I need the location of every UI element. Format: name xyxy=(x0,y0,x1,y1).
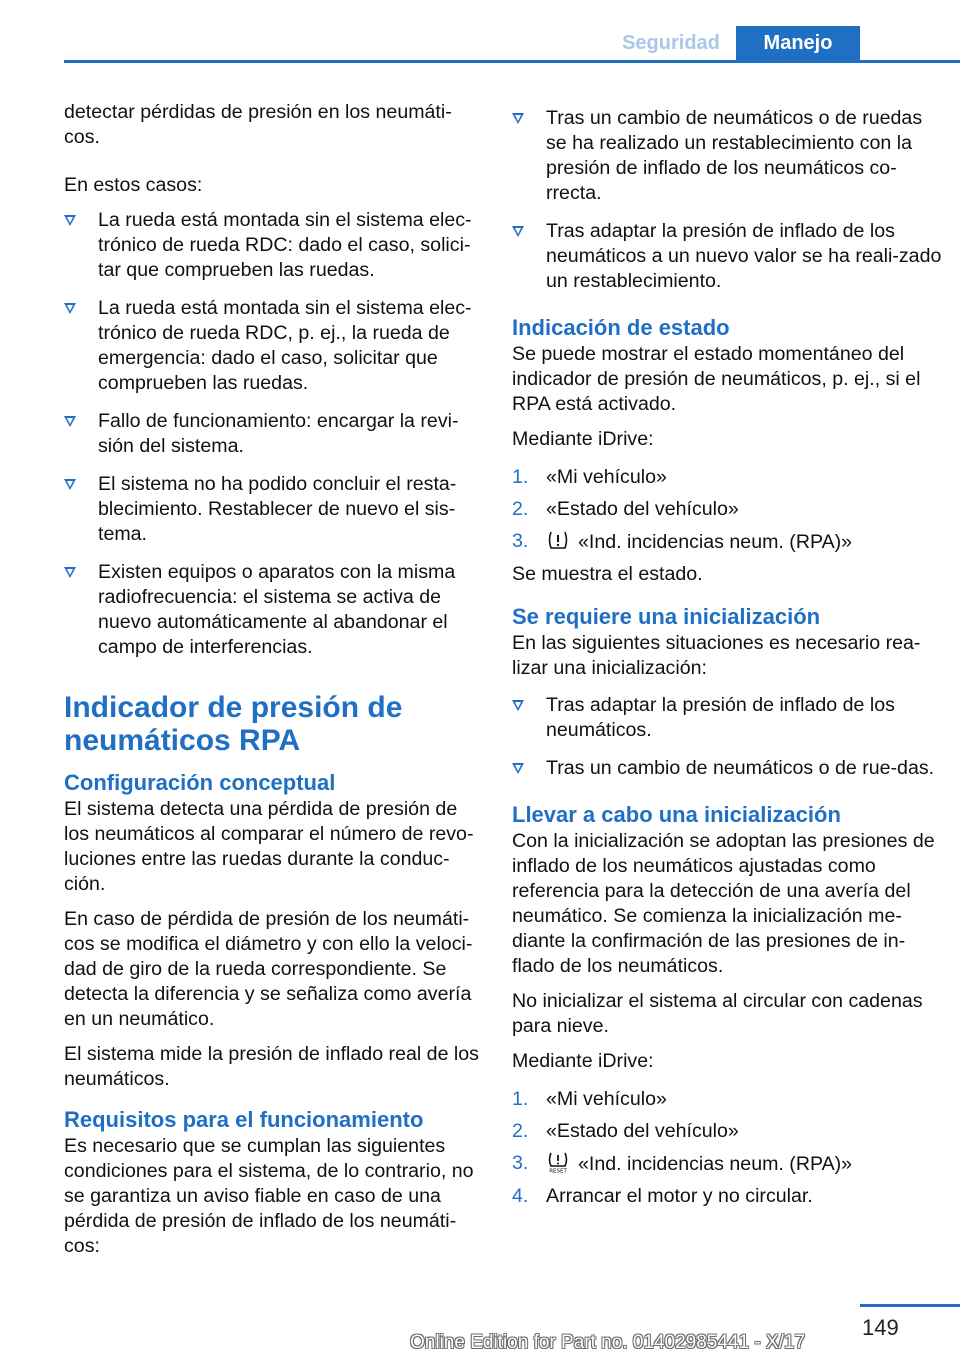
tire-warning-icon xyxy=(546,529,570,551)
init-paragraph-2: No inicializar el sistema al circular con cadenas para nieve. xyxy=(512,990,923,1037)
step-number: 2. xyxy=(512,1120,529,1142)
step-item xyxy=(512,1151,942,1177)
right-column xyxy=(512,100,942,1216)
step-text: Arrancar el motor y no circular. xyxy=(546,1185,813,1207)
left-column xyxy=(64,100,482,1269)
list-item xyxy=(512,106,942,206)
step-text: «Mi vehículo» xyxy=(546,1088,667,1110)
idrive-label-2: Mediante iDrive: xyxy=(512,1050,654,1072)
step-number: 3. xyxy=(512,1152,529,1174)
list-item-text: El sistema no ha podido concluir el resta‐blecimiento. Restablecer de nuevo el sis‐tema. xyxy=(98,473,457,545)
subheading-requirements: Requisitos para el funcionamiento xyxy=(64,1107,424,1132)
init-required-list xyxy=(512,693,942,781)
step-number: 1. xyxy=(512,466,529,488)
step-item xyxy=(512,497,942,522)
list-item-text: Tras un cambio de neumáticos o de ruedas se ha realizado un restablecimiento con la presión de inflado de los neumáticos co‐rrecta. xyxy=(546,107,923,204)
subheading-init-required: Se requiere una inicialización xyxy=(512,604,821,629)
subheading-status: Indicación de estado xyxy=(512,315,730,340)
status-paragraph: Se puede mostrar el estado momentáneo del indicador de presión de neumáticos, p. ej., si el RPA está activado. xyxy=(512,343,921,415)
init-paragraph-1: Con la inicialización se adoptan las presiones de inflado de los neumáticos ajustadas como referencia para la detección de una avería del neumático. Se comienza la inicialización me‐diante la confirmación de las presiones de in‐flado de los neumáticos. xyxy=(512,830,935,977)
footer-rule xyxy=(860,1304,960,1307)
list-item xyxy=(512,219,942,294)
subheading-perform-init: Llevar a cabo una inicialización xyxy=(512,802,841,827)
continued-paragraph: detectar pérdidas de presión en los neumáti‐cos. xyxy=(64,101,452,148)
step-number: 1. xyxy=(512,1088,529,1110)
step-number: 2. xyxy=(512,498,529,520)
list-item xyxy=(64,208,482,283)
step-item xyxy=(512,1184,942,1209)
bullet-triangle-icon xyxy=(64,567,76,578)
concept-paragraph-1: El sistema detecta una pérdida de presión de los neumáticos al comparar el número de revo‐luciones entre las ruedas durante la conduc‐ción. xyxy=(64,798,474,895)
step-number: 4. xyxy=(512,1185,529,1207)
list-item xyxy=(512,693,942,743)
idrive-label: Mediante iDrive: xyxy=(512,428,654,450)
list-item-text: La rueda está montada sin el sistema elec‐trónico de rueda RDC, p. ej., la rueda de emergencia: dado el caso, solicitar que comprueben las ruedas. xyxy=(98,297,472,394)
bullet-triangle-icon xyxy=(64,215,76,226)
list-item xyxy=(64,409,482,459)
bullet-triangle-icon xyxy=(512,763,524,774)
list-item-text: La rueda está montada sin el sistema elec‐trónico de rueda RDC: dado el caso, solici‐tar que comprueben las ruedas. xyxy=(98,209,472,281)
status-result: Se muestra el estado. xyxy=(512,563,703,585)
step-text: «Estado del vehículo» xyxy=(546,498,739,520)
list-item-text: Tras un cambio de neumáticos o de rue‐das. xyxy=(546,757,935,779)
list-item-text: Existen equipos o aparatos con la misma radiofrecuencia: el sistema se activa de nuevo automáticamente al abandonar el campo de interferencias. xyxy=(98,561,456,658)
bullet-triangle-icon xyxy=(512,113,524,124)
cases-list xyxy=(64,208,482,660)
tab-manejo[interactable]: Manejo xyxy=(736,26,860,61)
step-text: «Estado del vehículo» xyxy=(546,1120,739,1142)
page-number: 149 xyxy=(862,1315,899,1340)
tire-reset-icon xyxy=(546,1151,570,1173)
step-item xyxy=(512,1119,942,1144)
step-number: 3. xyxy=(512,530,529,552)
list-item-text: Fallo de funcionamiento: encargar la revi‐sión del sistema. xyxy=(98,410,459,457)
init-steps xyxy=(512,1087,942,1209)
step-text: «Ind. incidencias neum. (RPA)» xyxy=(578,531,853,553)
tab-seguridad[interactable]: Seguridad xyxy=(606,26,736,61)
bullet-triangle-icon xyxy=(64,303,76,314)
list-item xyxy=(64,472,482,547)
requirements-paragraph: Es necesario que se cumplan las siguientes condiciones para el sistema, de lo contrario, no se garantiza un aviso fiable en caso de una pérdida de presión de inflado de los neumáti‐cos: xyxy=(64,1135,474,1257)
init-required-paragraph: En las siguientes situaciones es necesario rea‐lizar una inicialización: xyxy=(512,632,921,679)
list-item xyxy=(512,756,942,781)
concept-paragraph-3: El sistema mide la presión de inflado real de los neumáticos. xyxy=(64,1043,479,1090)
step-text: «Mi vehículo» xyxy=(546,466,667,488)
list-item xyxy=(64,560,482,660)
requirements-list xyxy=(512,106,942,294)
list-item xyxy=(64,296,482,396)
step-item xyxy=(512,465,942,490)
bullet-triangle-icon xyxy=(512,226,524,237)
edition-footer: Online Edition for Part no. 01402985441 - X/17 xyxy=(410,1332,806,1353)
bullet-triangle-icon xyxy=(64,479,76,490)
bullet-triangle-icon xyxy=(512,700,524,711)
list-item-text: Tras adaptar la presión de inflado de los neumáticos. xyxy=(546,694,895,741)
reset-label: RESET xyxy=(549,1168,567,1173)
bullet-triangle-icon xyxy=(64,416,76,427)
list-item-text: Tras adaptar la presión de inflado de los neumáticos a un nuevo valor se ha reali‐zado un restablecimiento. xyxy=(546,220,942,292)
step-text: «Ind. incidencias neum. (RPA)» xyxy=(578,1153,853,1175)
status-steps xyxy=(512,465,942,555)
cases-intro: En estos casos: xyxy=(64,174,203,196)
step-item xyxy=(512,529,942,555)
section-heading-rpa: Indicador de presión de neumáticos RPA xyxy=(64,691,403,757)
subheading-concept: Configuración conceptual xyxy=(64,770,336,795)
concept-paragraph-2: En caso de pérdida de presión de los neumáti‐cos se modifica el diámetro y con ello la veloci‐dad de giro de la rueda correspondiente. Se detecta la diferencia y se señaliza como avería en un neumático. xyxy=(64,908,473,1030)
header-rule xyxy=(64,60,960,63)
step-item xyxy=(512,1087,942,1112)
